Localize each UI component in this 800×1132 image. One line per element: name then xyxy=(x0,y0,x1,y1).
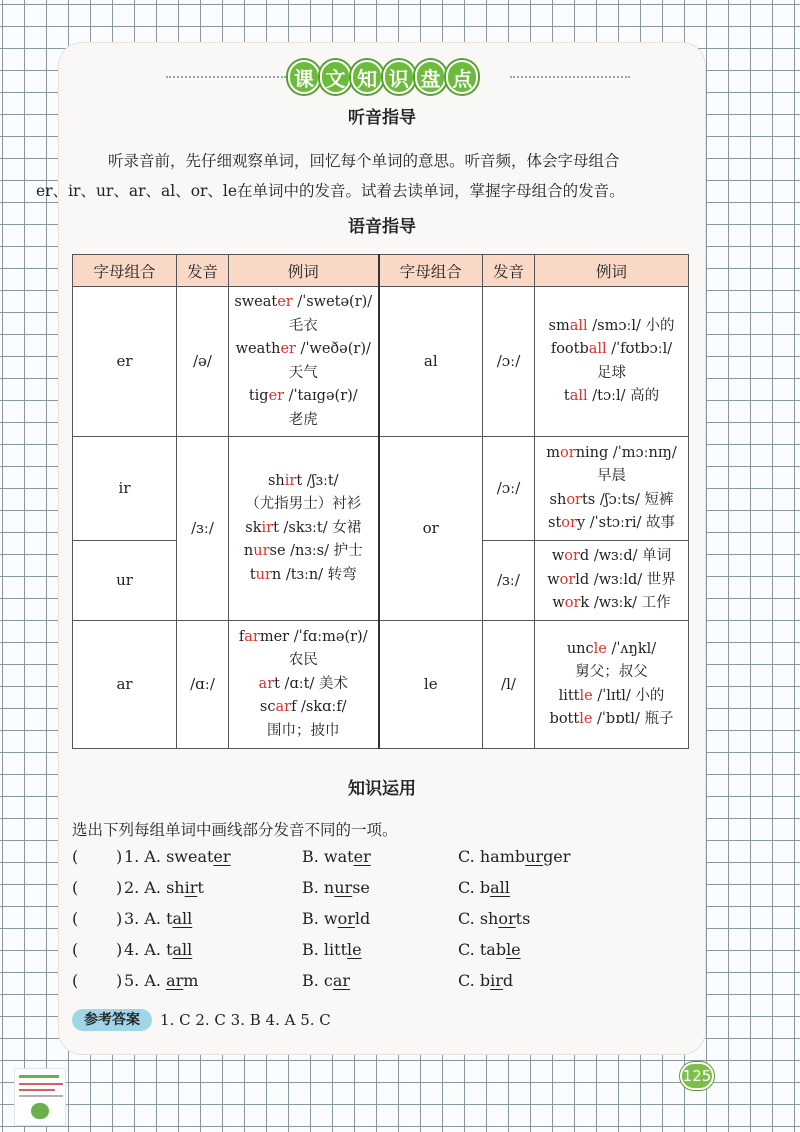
example-line xyxy=(535,638,688,662)
text-segment: tig xyxy=(248,388,269,404)
text-segment: t /ʃɜːt/ xyxy=(296,472,339,489)
text-segment: sweat xyxy=(234,294,278,310)
header-example: 例词 xyxy=(229,255,379,287)
text-segment: litt xyxy=(558,687,580,704)
text-segment: B. n xyxy=(302,878,335,897)
table-header-row xyxy=(73,255,689,287)
title-char: 知 xyxy=(351,60,383,94)
question-number: 3. A. xyxy=(124,909,167,928)
page-number: 125 xyxy=(680,1062,714,1090)
text-segment: C. b xyxy=(458,878,491,897)
header-combo: 字母组合 xyxy=(379,255,483,287)
answer-blank-close: ) xyxy=(116,971,123,990)
answer-blank-close: ) xyxy=(116,847,123,866)
table-row xyxy=(73,437,689,541)
option-a xyxy=(124,878,204,897)
highlighted-letters: ur xyxy=(334,878,353,897)
example-line xyxy=(229,626,378,650)
example-line xyxy=(229,720,378,744)
combo-cell: er xyxy=(73,287,177,437)
text-segment: /ˈfʊtbɔːl/ xyxy=(606,341,673,357)
text-segment: f /skɑːf/ xyxy=(291,699,347,716)
highlighted-letters: all xyxy=(569,388,588,404)
intro-line-1: 听录音前，先仔细观察单词，回忆每个单词的意思。听音频，体会字母组合 xyxy=(108,152,620,170)
text-segment: B. w xyxy=(302,909,338,928)
example-line xyxy=(229,673,378,697)
highlighted-letters: le xyxy=(579,687,593,704)
frog-icon xyxy=(31,1103,49,1119)
text-segment: /tɔːl/ 高的 xyxy=(587,388,660,404)
example-line xyxy=(229,564,378,588)
highlighted-letters: ar xyxy=(258,675,275,692)
example-line xyxy=(229,540,378,564)
table-row xyxy=(73,287,689,437)
text-segment: sm xyxy=(548,317,570,334)
example-line xyxy=(535,592,688,616)
example-line xyxy=(229,291,378,315)
combo-cell: le xyxy=(379,621,483,749)
answer-key-text: 1. C 2. C 3. B 4. A 5. C xyxy=(160,1011,331,1029)
text-segment: /ˈbɒtl/ 瓶子 xyxy=(592,711,674,727)
text-segment: 舅父；叔父 xyxy=(575,664,648,680)
example-line xyxy=(535,685,688,709)
intro-line-2: er、ir、ur、ar、al、or、le在单词中的发音。试着去读单词，掌握字母组合的发音。 xyxy=(36,182,625,200)
example-line xyxy=(535,708,688,732)
highlighted-letters: or xyxy=(560,444,576,461)
option-b xyxy=(302,909,370,928)
highlighted-letters: ur xyxy=(255,566,272,583)
option-c xyxy=(458,940,521,959)
option-b xyxy=(302,971,350,990)
examples-cell xyxy=(535,437,689,541)
text-segment: /ˈswetə(r)/ xyxy=(292,294,373,310)
highlighted-letters: ir xyxy=(261,519,274,536)
highlighted-letters: ir xyxy=(284,472,297,489)
example-line xyxy=(229,315,378,339)
sound-cell: /ɔː/ xyxy=(483,287,535,437)
title-char: 盘 xyxy=(415,60,447,94)
example-line xyxy=(229,409,378,433)
highlighted-letters: le xyxy=(506,940,521,959)
highlighted-letters: le xyxy=(347,940,362,959)
examples-cell xyxy=(229,437,379,621)
question-row xyxy=(72,878,692,904)
text-segment: ning /ˈmɔːnɪŋ/ xyxy=(575,444,677,461)
example-line xyxy=(535,385,688,409)
text-segment: se /nɜːs/ 护士 xyxy=(269,543,363,560)
text-segment: ger xyxy=(543,847,571,866)
text-segment: 天气 xyxy=(288,364,318,381)
answer-key-label: 参考答案 xyxy=(72,1009,152,1031)
answer-blank-open: ( xyxy=(72,878,79,897)
question-number: 5. A. xyxy=(124,971,167,990)
title-rule-right xyxy=(510,76,630,78)
answer-blank-close: ) xyxy=(116,909,123,928)
highlighted-letters: er xyxy=(280,341,296,357)
text-segment: t xyxy=(249,566,256,583)
example-line xyxy=(535,512,688,536)
text-segment: /ˈtaɪgə(r)/ xyxy=(284,388,358,404)
examples-cell xyxy=(535,287,689,437)
highlighted-letters: all xyxy=(172,909,193,928)
text-segment: ld xyxy=(354,909,371,928)
highlighted-letters: all xyxy=(569,317,588,334)
publisher-stamp xyxy=(14,1068,66,1126)
text-segment: sweat xyxy=(166,847,214,866)
practice-heading: 知识运用 xyxy=(342,774,422,799)
text-segment: t xyxy=(563,388,570,404)
exercise-instruction: 选出下列每组单词中画线部分发音不同的一项。 xyxy=(72,821,398,839)
example-line xyxy=(229,385,378,409)
highlighted-letters: ar xyxy=(275,699,292,716)
examples-cell xyxy=(229,287,379,437)
highlighted-letters: er xyxy=(277,294,293,310)
combo-cell: ir xyxy=(73,437,177,541)
question-number: 2. A. xyxy=(124,878,167,897)
text-segment: B. litt xyxy=(302,940,348,959)
text-segment: B. wat xyxy=(302,847,354,866)
sound-cell: /ɑː/ xyxy=(177,621,229,749)
text-segment: ts /ʃɔːts/ 短裤 xyxy=(581,491,674,508)
highlighted-letters: er xyxy=(213,847,231,866)
examples-cell xyxy=(229,621,379,749)
text-segment: y /ˈstɔːri/ 故事 xyxy=(576,515,675,531)
option-b xyxy=(302,940,362,959)
text-segment: mer /ˈfɑːmə(r)/ xyxy=(259,628,368,645)
text-segment: d /wɜːd/ 单词 xyxy=(579,548,672,565)
text-segment: 毛衣 xyxy=(288,317,318,334)
text-segment: t xyxy=(197,878,204,897)
option-c xyxy=(458,878,510,897)
option-c xyxy=(458,909,530,928)
text-segment: unc xyxy=(566,640,594,657)
example-line xyxy=(229,362,378,386)
highlighted-letters: ur xyxy=(525,847,544,866)
answer-blank-close: ) xyxy=(116,878,123,897)
highlighted-letters: or xyxy=(561,515,577,531)
sound-cell: /ɜː/ xyxy=(177,437,229,621)
text-segment: m xyxy=(546,444,561,461)
text-segment: /smɔːl/ 小的 xyxy=(587,317,675,334)
question-number: 1. A. xyxy=(124,847,167,866)
highlighted-letters: ur xyxy=(253,543,270,560)
option-b xyxy=(302,847,371,866)
combo-cell: ur xyxy=(73,541,177,621)
highlighted-letters: or xyxy=(564,595,581,612)
text-segment: t xyxy=(166,940,173,959)
highlighted-letters: er xyxy=(268,388,285,404)
combo-cell: or xyxy=(379,437,483,621)
phonics-table xyxy=(72,254,689,749)
combo-cell: ar xyxy=(73,621,177,749)
text-segment: bott xyxy=(549,711,580,727)
text-segment: sh xyxy=(549,491,567,508)
highlighted-letters: or xyxy=(566,491,582,508)
answer-blank-open: ( xyxy=(72,847,79,866)
text-segment: d xyxy=(502,971,514,990)
text-segment: w xyxy=(551,548,565,565)
highlighted-letters: or xyxy=(498,909,516,928)
example-line xyxy=(229,696,378,720)
highlighted-letters: ir xyxy=(184,878,198,897)
option-a xyxy=(124,847,231,866)
example-line xyxy=(535,362,688,386)
text-segment: sh xyxy=(166,878,185,897)
answer-blank-open: ( xyxy=(72,940,79,959)
highlighted-letters: or xyxy=(559,571,576,588)
example-line xyxy=(535,465,688,489)
text-segment: footb xyxy=(550,341,589,357)
header-example: 例词 xyxy=(535,255,689,287)
text-segment: C. b xyxy=(458,971,491,990)
text-segment: B. c xyxy=(302,971,333,990)
option-b xyxy=(302,878,370,897)
text-segment: 早晨 xyxy=(597,468,626,484)
option-a xyxy=(124,909,192,928)
listening-heading: 听音指导 xyxy=(342,103,422,128)
answer-blank-close: ) xyxy=(116,940,123,959)
text-segment: 老虎 xyxy=(288,411,318,428)
text-segment: m xyxy=(183,971,199,990)
page-title xyxy=(0,60,800,94)
question-row xyxy=(72,847,692,873)
header-sound: 发音 xyxy=(483,255,535,287)
header-combo: 字母组合 xyxy=(73,255,177,287)
question-number: 4. A. xyxy=(124,940,167,959)
text-segment: n xyxy=(243,543,254,560)
answer-blank-open: ( xyxy=(72,971,79,990)
sound-cell: /ɜː/ xyxy=(483,541,535,621)
highlighted-letters: ar xyxy=(332,971,351,990)
option-c xyxy=(458,971,513,990)
title-char: 课 xyxy=(288,60,320,94)
highlighted-letters: or xyxy=(337,909,355,928)
highlighted-letters: ar xyxy=(166,971,184,990)
highlighted-letters: all xyxy=(490,878,510,897)
answer-blank-open: ( xyxy=(72,909,79,928)
text-segment: n /tɜːn/ 转弯 xyxy=(271,566,357,583)
text-segment: /ˈlɪtl/ 小的 xyxy=(592,687,665,704)
text-segment: t xyxy=(166,909,173,928)
option-a xyxy=(124,940,192,959)
highlighted-letters: le xyxy=(579,711,593,727)
text-segment: C. hamb xyxy=(458,847,526,866)
highlighted-letters: ir xyxy=(490,971,503,990)
example-line xyxy=(229,470,378,494)
text-segment: 足球 xyxy=(597,364,626,381)
text-segment: t /skɜːt/ 女裙 xyxy=(273,519,362,536)
highlighted-letters: le xyxy=(593,640,607,657)
sound-cell: /ə/ xyxy=(177,287,229,437)
highlighted-letters: or xyxy=(564,548,580,565)
text-segment: ts xyxy=(515,909,531,928)
text-segment: w xyxy=(547,571,560,588)
option-c xyxy=(458,847,570,866)
pronunciation-heading: 语音指导 xyxy=(342,212,422,237)
example-line xyxy=(229,649,378,673)
question-row xyxy=(72,971,692,997)
table-row xyxy=(73,621,689,749)
highlighted-letters: ar xyxy=(244,628,260,645)
question-row xyxy=(72,940,692,966)
title-char: 点 xyxy=(446,60,478,94)
intro-paragraph xyxy=(36,146,712,206)
sound-cell: /ɔː/ xyxy=(483,437,535,541)
text-segment: 围巾；披巾 xyxy=(267,722,340,739)
combo-cell: al xyxy=(379,287,483,437)
text-segment: C. tab xyxy=(458,940,507,959)
title-char: 文 xyxy=(320,60,352,94)
title-rule-left xyxy=(166,76,286,78)
text-segment: f xyxy=(238,628,245,645)
example-line xyxy=(229,338,378,362)
text-segment: sc xyxy=(259,699,276,716)
text-segment: t /ɑːt/ 美术 xyxy=(274,675,348,692)
text-segment: st xyxy=(548,515,562,531)
text-segment: w xyxy=(552,595,565,612)
example-line xyxy=(229,493,378,517)
text-segment: weath xyxy=(235,341,281,357)
text-segment: ld /wɜːld/ 世界 xyxy=(575,571,676,588)
example-line xyxy=(535,661,688,685)
examples-cell xyxy=(535,541,689,621)
highlighted-letters: all xyxy=(588,341,607,357)
highlighted-letters: er xyxy=(353,847,371,866)
example-line xyxy=(229,517,378,541)
text-segment: 农民 xyxy=(288,652,318,669)
text-segment: sk xyxy=(245,519,262,536)
text-segment: sh xyxy=(267,472,285,489)
example-line xyxy=(535,315,688,339)
option-a xyxy=(124,971,198,990)
text-segment: /ˈʌŋkl/ xyxy=(606,640,657,657)
example-line xyxy=(535,442,688,466)
example-line xyxy=(535,489,688,513)
text-segment: C. sh xyxy=(458,909,499,928)
text-segment: （尤指男士）衬衫 xyxy=(245,496,362,513)
sound-cell: /l/ xyxy=(483,621,535,749)
example-line xyxy=(535,569,688,593)
highlighted-letters: all xyxy=(172,940,193,959)
title-badges xyxy=(288,60,478,94)
examples-cell xyxy=(535,621,689,749)
example-line xyxy=(535,545,688,569)
text-segment: se xyxy=(352,878,370,897)
example-line xyxy=(535,338,688,362)
header-sound: 发音 xyxy=(177,255,229,287)
title-char: 识 xyxy=(383,60,415,94)
question-row xyxy=(72,909,692,935)
text-segment: k /wɜːk/ 工作 xyxy=(580,595,671,612)
text-segment: /ˈweðə(r)/ xyxy=(295,341,371,357)
